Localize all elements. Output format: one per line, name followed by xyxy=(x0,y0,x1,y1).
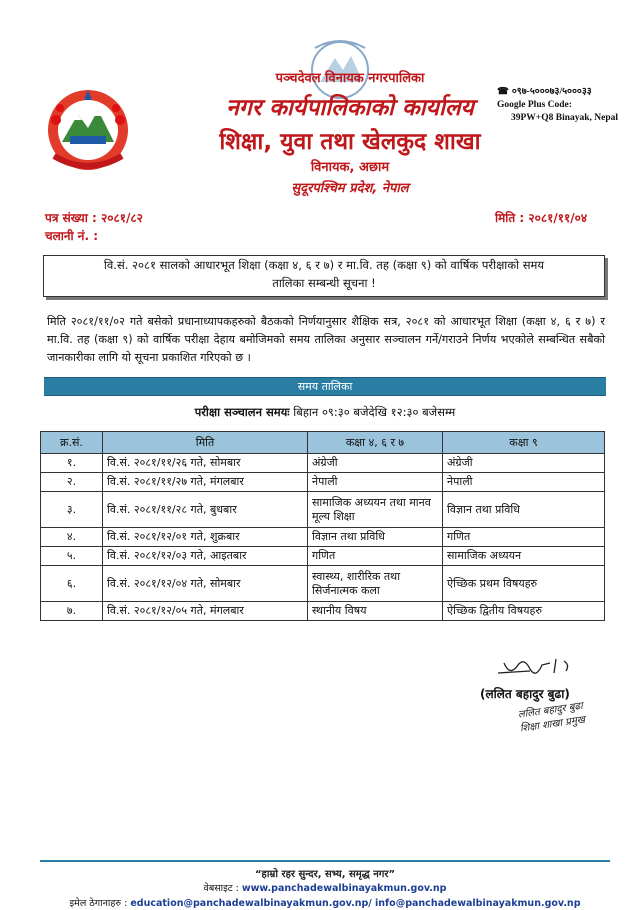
official-stamp: ललित बहादुर बुढा शिक्षा शाखा प्रमुख xyxy=(517,700,586,735)
subject-cell: गणित xyxy=(308,547,443,566)
table-row xyxy=(41,566,605,602)
dispatch-number: चलानी नं. : xyxy=(45,229,99,243)
phone-icon: ☎ xyxy=(497,87,509,97)
plus-code: 39PW+Q8 Binayak, Nepal xyxy=(511,113,619,123)
website-link[interactable]: www.panchadewalbinayakmun.gov.np xyxy=(241,883,447,894)
table-row xyxy=(41,492,605,528)
serial-cell: १. xyxy=(41,454,103,473)
table-row xyxy=(41,528,605,547)
date-cell: वि.सं. २०८१/१२/०४ गते, सोमबार xyxy=(103,566,308,602)
date-cell: वि.सं. २०८१/११/२७ गते, मंगलबार xyxy=(103,473,308,492)
header-grade-4-6-7: कक्षा ४, ६ र ७ xyxy=(308,432,443,454)
date-cell: वि.सं. २०८१/१२/०५ गते, मंगलबार xyxy=(103,602,308,621)
schedule-table xyxy=(40,431,605,621)
municipality-name: पञ्चदेवल विनायक नगरपालिका xyxy=(275,71,425,86)
footer-divider xyxy=(40,860,610,862)
serial-cell: ६. xyxy=(41,566,103,602)
table-header-row xyxy=(41,432,605,454)
subject-cell: ऐच्छिक प्रथम विषयहरु xyxy=(443,566,605,602)
notice-title: वि.सं. २०८१ सालको आधारभूत शिक्षा (कक्षा ४, ६ र ७) र मा.वि. तह (कक्षा ९) को वार्षिक परीक्षाको समय तालिका सम्बन्धी सूचना ! xyxy=(43,255,605,297)
schedule-band: समय तालिका xyxy=(44,377,606,396)
subject-cell: नेपाली xyxy=(308,473,443,492)
serial-cell: ३. xyxy=(41,492,103,528)
date-cell: वि.सं. २०८१/१२/०३ गते, आइतबार xyxy=(103,547,308,566)
date-cell: वि.सं. २०८१/११/२६ गते, सोमबार xyxy=(103,454,308,473)
serial-cell: ५. xyxy=(41,547,103,566)
subject-cell: गणित xyxy=(443,528,605,547)
date-cell: वि.सं. २०८१/१२/०१ गते, शुक्रबार xyxy=(103,528,308,547)
footer-email: इमेल ठेगानाहरु : education@panchadewalbinayakmun.gov.np/ info@panchadewalbinayakmun.gov.np xyxy=(69,898,581,909)
signatory-name: (ललित बहादुर बुढा) xyxy=(480,687,570,701)
table-row xyxy=(41,602,605,621)
serial-cell: ७. xyxy=(41,602,103,621)
phone-number: ०९७-५०००७३/५०००३३ xyxy=(511,87,592,97)
subject-cell: सामाजिक अध्ययन तथा मानव मूल्य शिक्षा xyxy=(308,492,443,528)
subject-cell: सामाजिक अध्ययन xyxy=(443,547,605,566)
table-row xyxy=(41,454,605,473)
header-serial: क्र.सं. xyxy=(41,432,103,454)
plus-code-label: Google Plus Code: xyxy=(497,100,572,110)
subject-cell: ऐच्छिक द्वितीय विषयहरु xyxy=(443,602,605,621)
location: विनायक, अछाम xyxy=(310,160,390,175)
header-grade-9: कक्षा ९ xyxy=(443,432,605,454)
date-cell: वि.सं. २०८१/११/२८ गते, बुधबार xyxy=(103,492,308,528)
subject-cell: विज्ञान तथा प्रविधि xyxy=(443,492,605,528)
section-name: शिक्षा, युवा तथा खेलकुद शाखा xyxy=(219,129,481,155)
office-name: नगर कार्यपालिकाको कार्यालय xyxy=(226,95,474,121)
subject-cell: विज्ञान तथा प्रविधि xyxy=(308,528,443,547)
table-row xyxy=(41,473,605,492)
footer-slogan: “हाम्रो रहर सुन्दर, सभ्य, समृद्ध नगर” xyxy=(254,869,396,880)
contact-block xyxy=(497,86,637,125)
subject-cell: अंग्रेजी xyxy=(443,454,605,473)
notice-body: मिति २०८१/११/०२ गते बसेको प्रधानाध्यापकहरुको बैठकको निर्णयानुसार शैक्षिक सत्र, २०८१ को आधारभूत शिक्षा (कक्षा ४, ६ र ७) र मा.वि. तह (कक्षा ९) को वार्षिक परीक्षा देहाय बमोजिमको समय तालिका अनुसार सञ्चालन गर्ने/गराउने निर्णय भएकोले सम्बन्धित सबैको जानकारीका लागि यो सूचना प्रकाशित गरिएको छ । xyxy=(47,315,605,364)
government-emblem-icon xyxy=(40,80,136,176)
footer-website: वेबसाइट : www.panchadewalbinayakmun.gov.np xyxy=(203,883,447,894)
letter-number: पत्र संख्या : २०८१/८२ xyxy=(45,211,143,225)
subject-cell: अंग्रेजी xyxy=(308,454,443,473)
exam-time: परीक्षा सञ्चालन समयः बिहान ०९:३० बजेदेखि १२:३० बजेसम्म xyxy=(194,405,456,419)
email-link[interactable]: education@panchadewalbinayakmun.gov.np/ info@panchadewalbinayakmun.gov.np xyxy=(130,898,581,909)
signature-icon xyxy=(490,653,610,683)
serial-cell: ४. xyxy=(41,528,103,547)
serial-cell: २. xyxy=(41,473,103,492)
subject-cell: स्वास्थ्य, शारीरिक तथा सिर्जनात्मक कला xyxy=(308,566,443,602)
subject-cell: स्थानीय विषय xyxy=(308,602,443,621)
table-row xyxy=(41,547,605,566)
header-date: मिति xyxy=(103,432,308,454)
subject-cell: नेपाली xyxy=(443,473,605,492)
letter-date: मिति : २०८१/११/०४ xyxy=(495,211,588,225)
province: सुदूरपश्चिम प्रदेश, नेपाल xyxy=(291,181,409,196)
